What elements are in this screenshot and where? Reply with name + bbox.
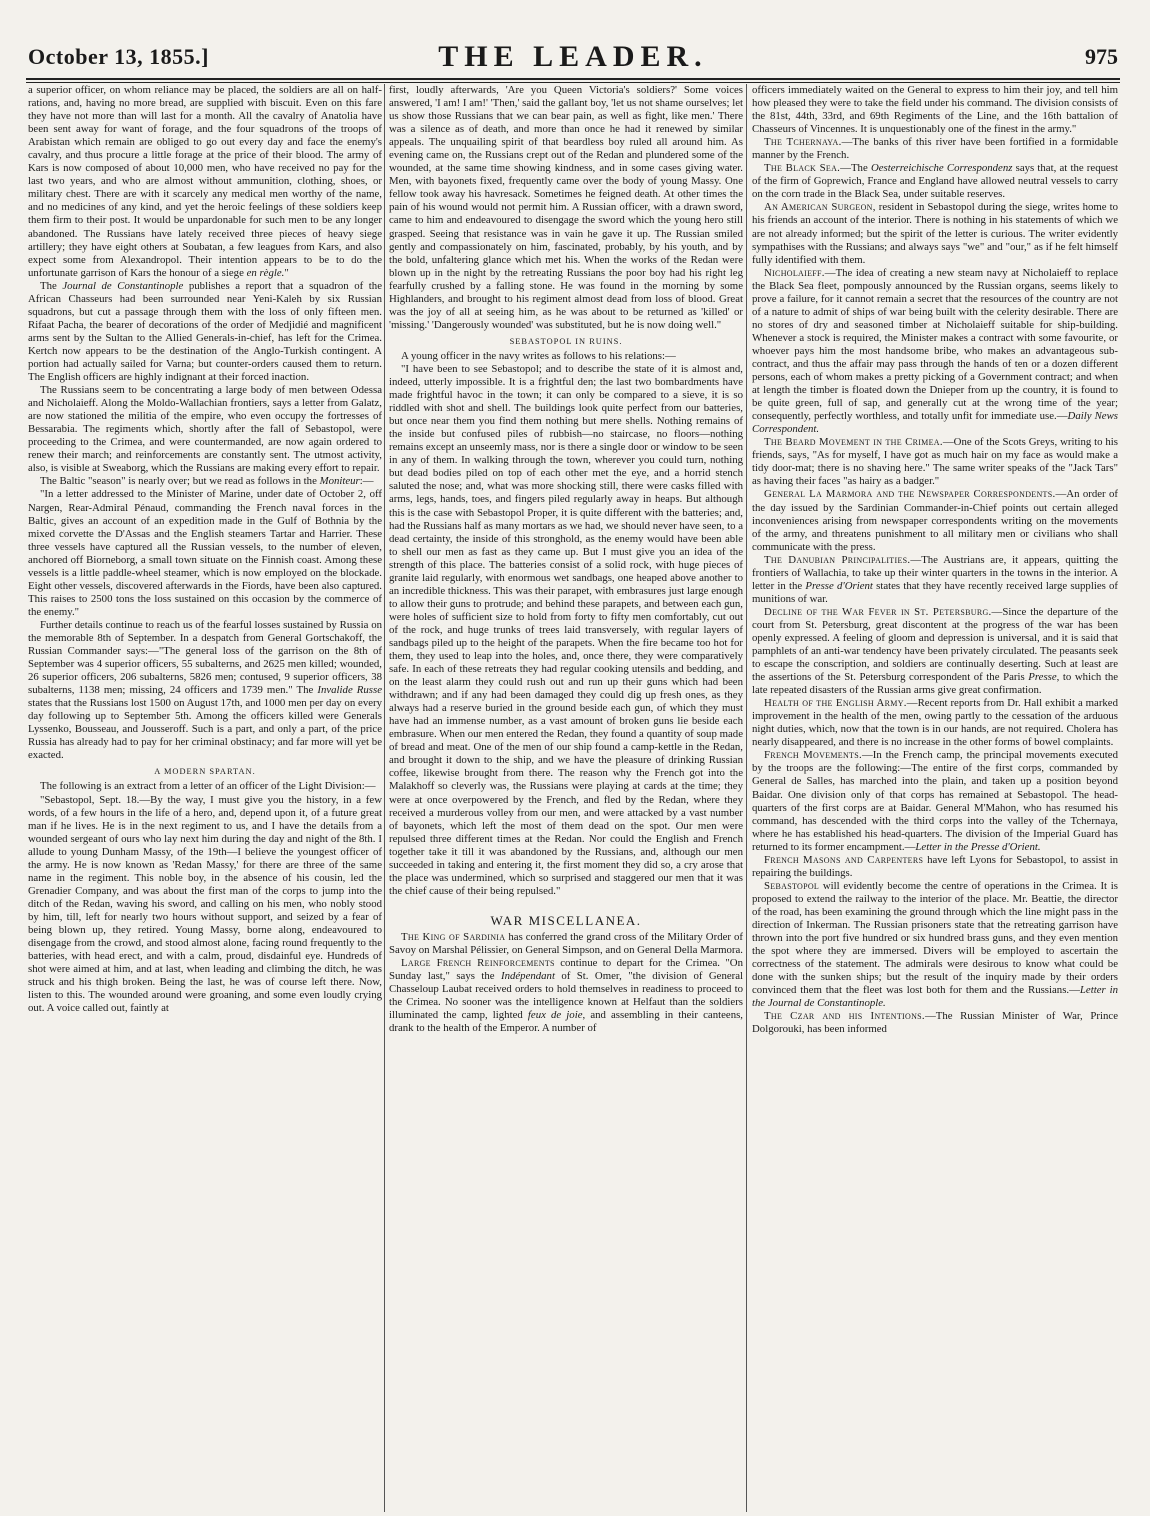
paragraph: first, loudly afterwards, 'Are you Queen Victoria's soldiers?' Some voices answered, 'I am! I am!' 'Then,' said the gallant boy, 'let us not shame ourselves; let us show those Russians that we can bear pain, as well as fight, like men.' There was a silence as of death, and more than once he had it renewed by similar appeals. The unquailing spirit of that beardless boy ruled all around him. As evening came on, the Russians crept out of the Redan and plundered some of the wounded, at the same time showing kindness, and in some cases giving water. Men, with bayonets fixed, frequently came over the body of young Massy. One fellow took away his havresack. Sometimes he feigned death. At other times the pain of his wound would not permit him. A Russian officer, with a drawn sword, came to him and endeavoured to disengage the sword which the young hero still grasped. Seeing that resistance was in vain he gave it up. The Russian smiled gently and compassionately on him, fascinated, probably, by his youth, and by the bold, unfaltering glance which met his. When the works of the Redan were blown up in the night by the retreating Russians the poor boy had his right leg fearfully crushed by a falling stone. He was found in the morning by some Highlanders, and brought to his regiment almost dead from loss of blood. Great was the joy of all at seeing him, as he was about to be returned as 'killed' or 'missing.' 'Dangerously wounded' was substituted, but he is now doing well." — [389, 84, 743, 331]
paragraph: French Movements.—In the French camp, the principal movements executed by the troops are the following:—The entire of the first corps, commanded by General de Salles, has marched into the plain, and taken up a position beyond Baidar. One division only of that corps has remained at Sebastopol. The head-quarters of the first corps are at Baidar. General M'Mahon, who has resumed his command, has descended with the third corps into the valley of the Tchernaya, where he has established his head-quarters. The division of the Imperial Guard has returned to its former encampment.—Letter in the Presse d'Orient. — [752, 749, 1118, 853]
column-2 — [389, 84, 743, 1512]
paragraph: The Baltic "season" is nearly over; but we read as follows in the Moniteur:— — [40, 475, 374, 488]
column-3 — [752, 84, 1118, 1512]
column-divider — [384, 84, 385, 1512]
paragraph: Sebastopol will evidently become the centre of operations in the Crimea. It is proposed to extend the railway to the interior of the place. Mr. Beattie, the director of the road, has been examining the ground through which the line might pass in the direction of Inkerman. The Russian prisoners state that the retreating garrison have thrown into the port five hundred or six hundred brass guns, and they even mention the spot where they are immersed. Divers will be employed to ascertain the correctness of the statement. The admirals were desirous to know what could be done with the sunken ships; but the result of the inquiry made by their orders convinced them that the fleet was lost both for them and the Russians.—Letter in the Journal de Constantinople. — [752, 879, 1118, 1010]
quoted-paragraph: "I have been to see Sebastopol; and to describe the state of it is almost and, indeed, utterly impossible. It is a frightful den; the last two bombardments have made frightful havoc in the town; it can only be compared to a sieve, it is so riddled with shot and shell. The buildings look quite perfect from our batteries, but once near them you find them nothing but mere shells. Nothing remains of the inside but confused piles of rubbish—no staircase, no floors—nothing remains except an unseemly mass, nor is there a single door or window to be seen in any of them. In walking through the town, wherever you could turn, nothing but dead bodies piled on top of each other met the eye, and a horrid stench saluted the nose; and, what was more shocking still, there were casks filled with arms, legs, hands, toes, and fingers piled regularly away in heaps. But although this is the case with Sebastopol Proper, it is quite different with the batteries; and, had the Russians half as many mortars as we had, we should never have seen, to a dead certainty, the inside of this stronghold, as the enemy would have been able to shell our men as fast as they came up. But I must give you an idea of the strength of this place. The batteries consist of a solid rock, with huge pieces of granite laid regularly, with enormous wet sandbags, one heaped above another to an incredible thickness. This was their parapet, with embrasures just large enough to allow their guns to protrude; and behind these parapets, and between each gun, were holes of sufficient size to hold from forty to fifty men comfortably, cut out of the rock, and huge trunks of trees laid transversely, with regular layers of sandbags piled up to the height of the parapets. When the fire became too hot for them, they used to leap into the holes, and, once there, they were comparatively safe. In each of these retreats they had regular cooking utensils and bedding, and on the least alarm they could rush out and run up their guns which had been withdrawn; and if any had been damaged they could dig up fresh ones, as they always had a reserve buried in the ground beside each gun, of which they must have had an immense number, as a vast amount of broken guns lie beside each embrasure. When our men entered the Redan, they found a quantity of soup made of bread and meat. One of the men of our ship found a camp-kettle in the Redan, and brought it down to the ship, and we have the pleasure of drinking Russian coffee, likewise brought from there. The reason why the French got into the Malakhoff so cleverly was, the Russians were playing at cards at the time; they were at once overpowered by the French, and fled by the Redan, where they received a murderous volley from our men, and were attacked by a vast number of bayonets, which left the most of them dead on the spot. Our men were repulsed three different times at the Redan. Nor could the English and French together take it till it was abandoned by the Russians, and, although our men succeeded in taking and entering it, the first moment they did so, a cry arose that the place was undermined, which so surprised and staggered our men that it was the chief cause of their being repulsed." — [389, 362, 743, 897]
paragraph: General La Marmora and the Newspaper Correspondents.—An order of the day issued by the Sardinian Commander-in-Chief points out certain alleged inconveniences arising from newspaper correspondents writing on the movements of the army, and threatens punishment to all military men or civilians who shall communicate with the press. — [752, 488, 1118, 553]
header-rule — [26, 78, 1120, 80]
quoted-paragraph: "In a letter addressed to the Minister of Marine, under date of October 2, off Nargen, Rear-Admiral Pénaud, commanding the French naval forces in the Baltic, gives an account of an expedition made in the Gulf of Bothnia by the mixed corvette the D'Assas and the English steamers Tartar and Harrier. These three vessels have captured all the Russian vessels, to the number of eleven, anchored off Biorneborg, a small town situate on the Finnish coast. Among these vessels is a little paddle-wheel steamer, which is now employed on the blockade. Eight other vessels, discovered afterwards in the Fiords, have been also captured. This raises to 2500 tons the loss sustained on this occasion by the commerce of the enemy." — [28, 488, 382, 618]
paragraph: The Journal de Constantinople publishes a report that a squadron of the African Chasseurs had been surrounded near Yeni-Kaleh by six Russian squadrons, but cut a passage through them with the loss of only fifteen men. Rifaat Pacha, the bearer of decorations of the order of Medjidié and magnificent arms sent by the Sultan to the Allied Generals-in-chief, has left for the Crimea. Kertch now appears to be the destination of the Anglo-Turkish contingent. A portion had actually sailed for Varna; but counter-orders caused them to return. The English officers are highly indignant at their forced inaction. — [28, 279, 382, 384]
paragraph: officers immediately waited on the General to express to him their joy, and tell him how pleased they were to take the field under his command. The division consists of the 81st, 44th, 33rd, and 69th Regiments of the Line, and the 16th battalion of Chasseurs of Vincennes. It is unquestionably one of the finest in the army." — [752, 84, 1118, 136]
paragraph: The King of Sardinia has conferred the grand cross of the Military Order of Savoy on Marshal Pélissier, on General Simpson, and on General Della Marmora. — [389, 930, 743, 956]
paragraph: French Masons and Carpenters have left Lyons for Sebastopol, to assist in repairing the buildings. — [752, 853, 1118, 879]
issue-date: October 13, 1855.] — [28, 44, 209, 69]
paragraph: The Black Sea.—The Oesterreichische Correspondenz says that, at the request of the firm of Goprewich, France and England have allowed neutral vessels to carry on the corn trade in the Black Sea, under suitable reserves. — [752, 162, 1118, 201]
column-1 — [28, 84, 382, 1512]
section-heading: WAR MISCELLANEA. — [490, 912, 642, 928]
paragraph: Decline of the War Fever in St. Petersburg.—Since the departure of the court from St. Petersburg, great discontent at the progress of the war has been openly expressed. A feeling of gloom and depression is universal, and it is said that pamphlets of an anti-war tendency have been privately circulated. The peasants seek to escape the conscription, and soldiers are continually deserting. Such at least are the assertions of the St. Petersburg correspondent of the Paris Presse, to which the late repeated disasters of the Russian arms give great confirmation. — [752, 605, 1118, 697]
paragraph: The Danubian Principalities.—The Austrians are, it appears, quitting the frontiers of Wallachia, to take up their winter quarters in the towns in the interior. A letter in the Presse d'Orient states that they have recently received large supplies of munitions of war. — [752, 553, 1118, 605]
page-number: 975 — [1085, 44, 1118, 69]
paragraph: An American Surgeon, resident in Sebastopol during the siege, writes home to his friends an account of the interior. There is nothing in his statements of which we are not already informed; but the spirit of the letter is curious. The writer evidently sympathises with the Russians; and always says "we" and "our," as if he felt himself fully identified with them. — [752, 201, 1118, 266]
paragraph: The Czar and his Intentions.—The Russian Minister of War, Prince Dolgorouki, has been informed — [752, 1010, 1118, 1036]
section-heading: A MODERN SPARTAN. — [154, 767, 256, 777]
newspaper-title: THE LEADER. — [438, 40, 708, 73]
paragraph: The Russians seem to be concentrating a large body of men between Odessa and Nicholaieff. Along the Moldo-Wallachian frontiers, says a letter from Galatz, are now stationed the militia of the empire, who even occupy the fortresses of Bessarabia. The regiments which, shortly after the fall of Sebastopol, were proceeding to the Crimea, and were countermanded, are now again ordered to renew their march; and reinforcements are constantly sent. The utmost activity, also, is visible at Sweaborg, which the Russians are making every effort to repair. — [28, 384, 382, 475]
paragraph: Further details continue to reach us of the fearful losses sustained by Russia on the memorable 8th of September. In a despatch from General Gortschakoff, the Russian Commander says:—"The general loss of the garrison on the 8th of September was 4 superior officers, 55 subalterns, and 2625 men killed; wounded, 26 superior officers, 206 subalterns, 5826 men; contused, 9 superior officers, 38 subalterns, 1138 men; missing, 24 officers and 1739 men." The Invalide Russe states that the Russians lost 1500 on August 17th, and 1000 men per day on every day following up to September 5th. Among the officers killed were Generals Lyssenko, Bousseau, and Jousseroff. Such is a part, and only a part, of the price Russia has already had to pay for her criminal obstinacy; and far more will yet be exacted. — [28, 618, 382, 762]
header-rule-thin — [26, 82, 1120, 83]
paragraph: a superior officer, on whom reliance may be placed, the soldiers are all on half-rations, and, having no more bread, are supplied with biscuit. Even on this fare they have not more than will last for a month. All the cavalry of Anatolia have been sent away for want of forage, and the four squadrons of the troops of Arabistan which remain are obliged to go out every day and face the enemy's cavalry, and thus procure a little forage at the price of their blood. The army of Kars is now composed of about 10,000 men, who have received no pay for the last two years, and who are almost without ammunition, clothing, shoes, or military chest. There are with it scarcely any medical men worthy of the name, and no medicines of any kind, and yet the heroic feelings of these soldiers keep them firm to their post. It would be unpardonable for such men to be any longer abandoned. The Russians have lately received three pieces of heavy siege artillery; they have eight others at Soubatan, a few leagues from Kars, and also expect some from Alexandropol. Their intention appears to be to do the unfortunate garrison of Kars the honour of a siege en règle." — [28, 84, 382, 279]
column-divider — [746, 84, 747, 1512]
paragraph: Large French Reinforcements continue to depart for the Crimea. "On Sunday last," says the Indépendant of St. Omer, "the division of General Chasseloup Laubat received orders to hold themselves in readiness to proceed to the Crimea. No sooner was the intelligence known at Helfaut than the soldiers illuminated the camp, lighted feux de joie, and assembling in their canteens, drank to the health of the Emperor. A number of — [389, 957, 743, 1035]
paragraph: Health of the English Army.—Recent reports from Dr. Hall exhibit a marked improvement in the health of the men, owing partly to the cessation of the arduous night duties, which, now that the town is in our hands, are not required. Cholera has nearly disappeared, and there is no increase in the other forms of bowel complaints. — [752, 697, 1118, 749]
paragraph: The Tchernaya.—The banks of this river have been fortified in a formidable manner by the French. — [752, 136, 1118, 162]
paragraph: Nicholaieff.—The idea of creating a new steam navy at Nicholaieff to replace the Black Sea fleet, pompously announced by the Russian organs, seems likely to prove a failure, for it cannot remain a secret that the resources of the country are not of a nature to admit of ships of war being built with the celerity desirable. There are no stores of dry and seasoned timber at Nicholaieff suitable for ship-building. Whenever a stock is required, the Minister makes a contract with some favourite, or whoever pays him the most handsome bribe, who makes an advantageous sub-contract, and thus the affair may pass through the hands of ten or a dozen different persons, each of whom makes a pretty picking of a Government contract; and when at length the timber is floated down the Dnieper from up the country, it is found to be quite green, full of sap, and generally cut at the wrong time of the year; consequently, perfectly worthless, and totally unfit for immediate use.—Daily News Correspondent. — [752, 266, 1118, 436]
paragraph: The Beard Movement in the Crimea.—One of the Scots Greys, writing to his friends, says, "As for myself, I have got as much hair on my face as would make a tidy door-mat; there is no shaving here." The same writer speaks of the "Jack Tars" as having their faces "as hairy as a badger." — [752, 436, 1118, 488]
paragraph: A young officer in the navy writes as follows to his relations:— — [401, 349, 676, 362]
paragraph: The following is an extract from a letter of an officer of the Light Division:— — [40, 780, 376, 793]
masthead — [28, 40, 1118, 74]
section-heading: SEBASTOPOL IN RUINS. — [509, 336, 623, 346]
quoted-paragraph: "Sebastopol, Sept. 18.—By the way, I must give you the history, in a few words, of a few hours in the life of a hero, and, depend upon it, of a future great man if he lives. He is in the next regiment to us, and I have the details from a wounded sergeant of ours who lay next him during the day and night of the 8th. I allude to young Dunham Massy, of the 19th—I believe the youngest officer of the army. He is now known as 'Redan Massy,' for there are three of the same name in the regiment. This noble boy, in the absence of his cousin, led the Grenadier Company, and was about the first man of the corps to jump into the ditch of the Redan, waving his sword, and calling on his men, who nobly stood by him, till, left for nearly two hours without support, and seized by a fear of being blown up, they retired. Young Massy, borne along, endeavoured to disengage from the crowd, and stood almost alone, facing round frequently to the batteries, with head erect, and with a calm, proud, disdainful eye. Hundreds of shot were aimed at him, and at last, when leading and climbing the ditch, he was struck and his thigh broken. Being the last, he was of course left there. Now, listen to this. The wounded around were groaning, and some even loudly crying out. A voice called out, faintly at — [28, 793, 382, 1015]
